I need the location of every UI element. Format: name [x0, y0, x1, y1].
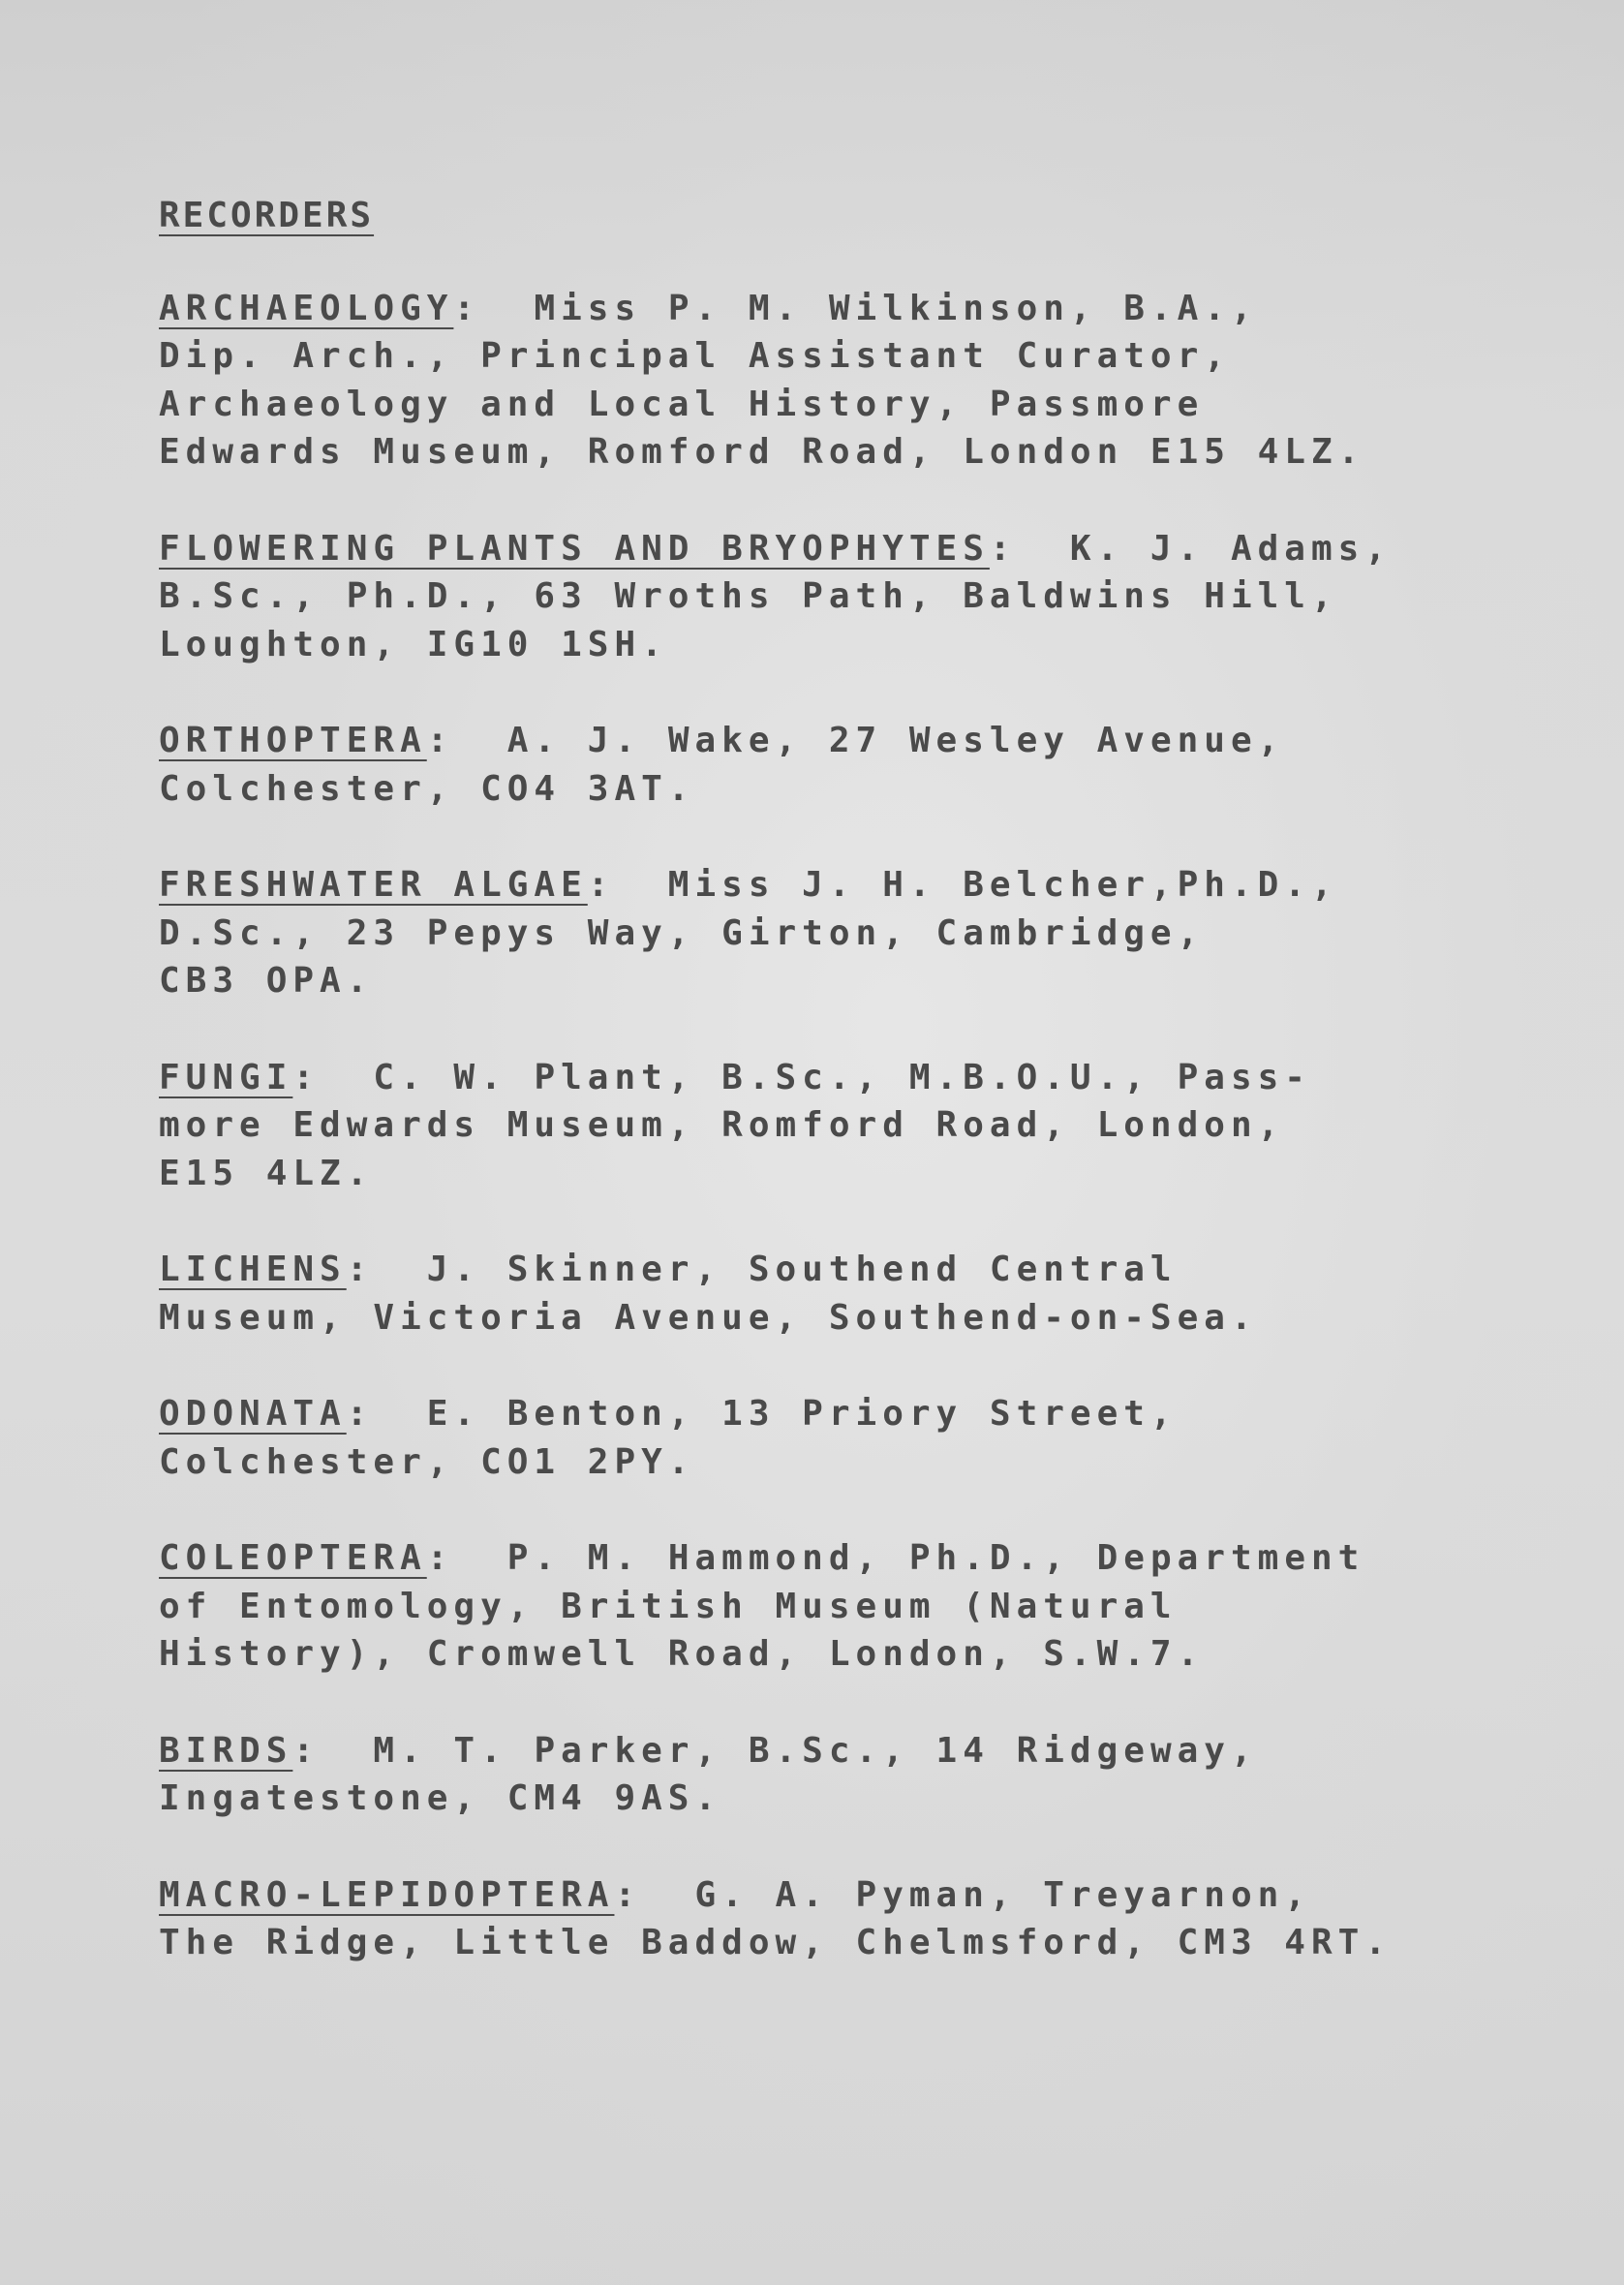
- recorders-list: [159, 192, 1534, 2016]
- entry-line: Archaeology and Local History, Passmore: [159, 384, 1205, 424]
- entry-label: LICHENS: [159, 1250, 347, 1289]
- page-title: RECORDERS: [159, 196, 375, 235]
- entry-first-line: [159, 1871, 1534, 1920]
- entry-label: FRESHWATER ALGAE: [159, 865, 588, 905]
- recorder-entry-fungi: [159, 1054, 1534, 1198]
- entry-line: Museum, Victoria Avenue, Southend-on-Sea.: [159, 1297, 1258, 1338]
- entry-first-line: [159, 1390, 1534, 1438]
- entry-text: : Miss P. M. Wilkinson, B.A.,: [453, 288, 1258, 328]
- entry-line: Colchester, CO1 2PY.: [159, 1441, 695, 1482]
- entry-label: BIRDS: [159, 1730, 293, 1771]
- entry-first-line: [159, 1246, 1534, 1294]
- recorder-entry-birds: [159, 1727, 1534, 1823]
- entry-line: of Entomology, British Museum (Natural: [159, 1586, 1178, 1626]
- entry-line: more Edwards Museum, Romford Road, London,: [159, 1105, 1285, 1145]
- entry-first-line: [159, 285, 1534, 333]
- entry-line: E15 4LZ.: [159, 1153, 374, 1193]
- recorder-entry-macro-lepidoptera: [159, 1871, 1534, 1967]
- entry-line: Edwards Museum, Romford Road, London E15 4LZ.: [159, 432, 1365, 472]
- entry-label: FUNGI: [159, 1057, 293, 1097]
- entry-first-line: [159, 525, 1534, 573]
- entry-text: : C. W. Plant, B.Sc., M.B.O.U., Pass-: [292, 1057, 1311, 1097]
- recorder-entry-odonata: [159, 1390, 1534, 1486]
- entry-text: : G. A. Pyman, Treyarnon,: [614, 1874, 1311, 1915]
- entry-line: Dip. Arch., Principal Assistant Curator,: [159, 336, 1231, 376]
- entry-text: : J. Skinner, Southend Central: [346, 1250, 1178, 1289]
- entry-first-line: [159, 1534, 1534, 1583]
- recorder-entry-archaeology: [159, 285, 1534, 477]
- entry-label: ORTHOPTERA: [159, 721, 427, 760]
- entry-first-line: [159, 1054, 1534, 1102]
- entry-line: D.Sc., 23 Pepys Way, Girton, Cambridge,: [159, 912, 1205, 953]
- recorder-entry-freshwater-algae: [159, 861, 1534, 1005]
- entry-line: Colchester, CO4 3AT.: [159, 768, 695, 809]
- entry-label: ARCHAEOLOGY: [159, 288, 454, 328]
- entry-line: The Ridge, Little Baddow, Chelmsford, CM3 4RT.: [159, 1923, 1392, 1962]
- entry-text: : K. J. Adams,: [989, 528, 1392, 569]
- entry-line: Loughton, IG10 1SH.: [159, 624, 668, 664]
- recorder-entry-lichens: [159, 1246, 1534, 1342]
- entry-label: FLOWERING PLANTS AND BRYOPHYTES: [159, 528, 990, 569]
- recorder-entry-flowering-plants: [159, 525, 1534, 669]
- entry-line: B.Sc., Ph.D., 63 Wroths Path, Baldwins Hill,: [159, 576, 1338, 616]
- entry-first-line: [159, 1727, 1534, 1776]
- entry-text: : M. T. Parker, B.Sc., 14 Ridgeway,: [292, 1730, 1258, 1771]
- entry-line: Ingatestone, CM4 9AS.: [159, 1778, 722, 1818]
- entry-first-line: [159, 717, 1534, 765]
- entry-label: MACRO-LEPIDOPTERA: [159, 1874, 615, 1915]
- entry-text: : A. J. Wake, 27 Wesley Avenue,: [426, 721, 1285, 760]
- entry-label: COLEOPTERA: [159, 1538, 427, 1578]
- entry-text: : P. M. Hammond, Ph.D., Department: [426, 1538, 1365, 1578]
- recorder-entry-coleoptera: [159, 1534, 1534, 1679]
- entry-line: CB3 OPA.: [159, 961, 374, 1001]
- entry-line: History), Cromwell Road, London, S.W.7.: [159, 1634, 1205, 1674]
- entry-text: : Miss J. H. Belcher,Ph.D.,: [587, 865, 1338, 905]
- entry-text: : E. Benton, 13 Priory Street,: [346, 1394, 1178, 1434]
- recorder-entry-orthoptera: [159, 717, 1534, 813]
- entry-label: ODONATA: [159, 1394, 347, 1434]
- entry-first-line: [159, 861, 1534, 910]
